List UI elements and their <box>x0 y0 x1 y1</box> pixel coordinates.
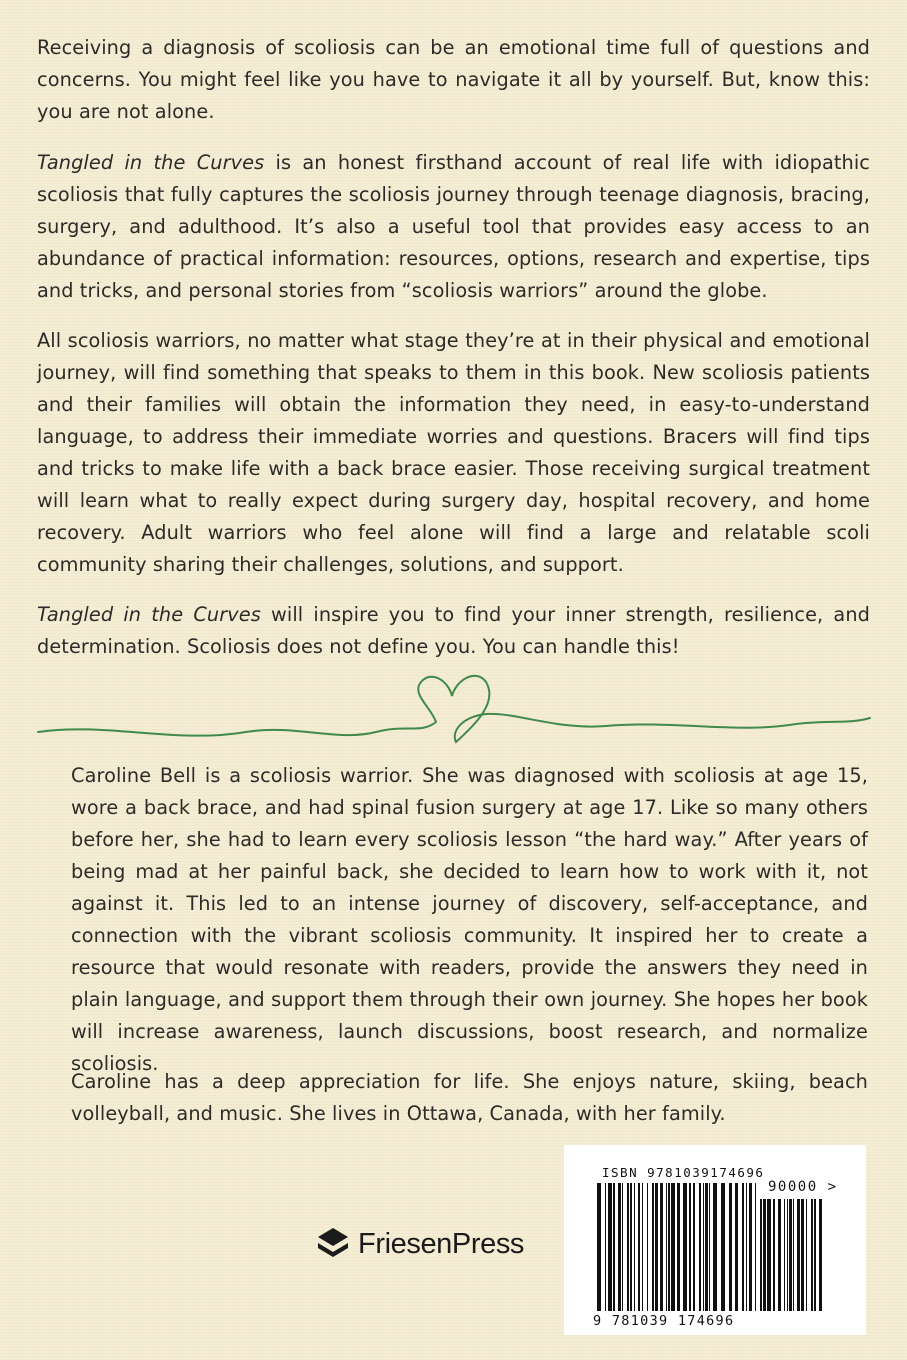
barcode-bar <box>801 1199 804 1311</box>
barcode-bar <box>763 1199 766 1311</box>
barcode-bar <box>773 1199 775 1311</box>
publisher-logo <box>316 1226 524 1262</box>
barcode-bar <box>655 1183 658 1311</box>
ean-barcode <box>597 1183 757 1311</box>
barcode-bar <box>627 1183 629 1311</box>
barcode-bar <box>797 1199 800 1311</box>
barcode-bar <box>729 1183 732 1311</box>
barcode-bar <box>703 1183 704 1311</box>
barcode-bar <box>634 1183 635 1311</box>
barcode-bar <box>647 1183 648 1311</box>
barcode-bar <box>666 1183 667 1311</box>
barcode-panel <box>564 1145 866 1335</box>
barcode-bar <box>597 1183 601 1311</box>
author-bio-paragraph-1: Caroline Bell is a scoliosis warrior. She was diagnosed with scoliosis at age 15, wore a back brace, and had spinal fusion surgery at age 17. Like so many others before her, she had to learn every scoliosis lesson “the hard way.” After years of being mad at her painful back, she decided to learn how to work with it, not against it. This led to an intense journey of discovery, self-acceptance, and connection with the vibrant scoliosis community. It inspired her to create a resource that would resonate with readers, provide the answers they need in plain language, and support them through their own journey. She hopes her book will increase awareness, launch discussions, boost research, and normalize scoliosis. <box>71 764 868 1075</box>
barcode-bar <box>705 1183 708 1311</box>
barcode-bar <box>735 1183 738 1311</box>
addon-barcode <box>760 1199 826 1311</box>
barcode-bar <box>613 1183 615 1311</box>
barcode-bar <box>793 1199 794 1311</box>
barcode-bar <box>789 1199 792 1311</box>
publisher-name: FriesenPress <box>358 1227 525 1260</box>
barcode-bar <box>819 1199 822 1311</box>
barcode-bar <box>605 1183 606 1311</box>
book-title: Tangled in the Curves <box>37 151 265 174</box>
ean-digits: 9 781039 174696 <box>593 1313 735 1329</box>
friesenpress-logo-icon <box>316 1226 350 1262</box>
barcode-bar <box>608 1183 612 1311</box>
barcode-bar <box>642 1183 643 1311</box>
blurb-paragraph-4 <box>37 599 870 663</box>
barcode-bar <box>713 1183 717 1311</box>
barcode-bar <box>778 1199 781 1311</box>
barcode-bar <box>755 1183 756 1311</box>
barcode-bar <box>630 1183 632 1311</box>
barcode-bar <box>668 1183 670 1311</box>
barcode-bar <box>677 1183 680 1311</box>
barcode-bar <box>746 1183 747 1311</box>
blurb-paragraph-2 <box>37 147 870 307</box>
barcode-bar <box>693 1183 695 1311</box>
barcode-bar <box>618 1183 621 1311</box>
heart-divider-icon <box>36 662 872 752</box>
barcode-bar <box>749 1183 752 1311</box>
barcode-bar <box>699 1183 701 1311</box>
blurb-paragraph-3: All scoliosis warriors, no matter what stage they’re at in their physical and emotional journey, will find something that speaks to them in this book. New scoliosis patients and their families will obtain the information they need, in easy-to-understand language, to address their immediate worries and questions. Bracers will find tips and tricks to make life with a back brace easier. Those receiving surgical treatment will learn what to really expect during surgery day, hospital recovery, and home recovery. Adult warriors who feel alone will find a large and relatable scoli community sharing their challenges, solutions, and support. <box>37 329 870 576</box>
barcode-bar <box>622 1183 623 1311</box>
blurb-paragraph-4-text: will inspire you to find your inner strength, resilience, and determination. Scoliosis does not define you. You can handle this! <box>37 603 870 658</box>
barcode-bar <box>683 1183 687 1311</box>
barcode-bar <box>742 1183 744 1311</box>
barcode-bar <box>767 1199 771 1311</box>
barcode-bar <box>660 1183 663 1311</box>
blurb-paragraph-2-text: is an honest firsthand account of real life with idiopathic scoliosis that fully captures the scoliosis journey through teenage diagnosis, bracing, surgery, and adulthood. It’s also a useful tool that provides easy access to an abundance of practical information: resources, options, research and expertise, tips and tricks, and personal stories from “scoliosis warriors” around the globe. <box>37 151 871 302</box>
barcode-bar <box>811 1199 813 1311</box>
barcode-bar <box>814 1199 816 1311</box>
barcode-bar <box>806 1199 807 1311</box>
barcode-bar <box>721 1183 725 1311</box>
book-title: Tangled in the Curves <box>37 603 261 626</box>
barcode-bar <box>638 1183 640 1311</box>
barcode-bar <box>760 1199 762 1311</box>
blurb-paragraph-1: Receiving a diagnosis of scoliosis can be an emotional time full of questions and concerns. You might feel like you have to navigate it all by yourself. But, know this: you are not alone. <box>37 36 870 123</box>
barcode-bar <box>671 1183 675 1311</box>
barcode-bar <box>652 1183 654 1311</box>
barcode-bar <box>787 1199 788 1311</box>
isbn-label: ISBN 9781039174696 <box>602 1165 765 1180</box>
barcode-bar <box>689 1183 691 1311</box>
author-bio-paragraph-2: Caroline has a deep appreciation for life. She enjoys nature, skiing, beach volleyball, and music. She lives in Ottawa, Canada, with her family. <box>71 1070 868 1125</box>
barcode-bar <box>709 1183 710 1311</box>
barcode-bar <box>784 1199 785 1311</box>
price-code: 90000 > <box>768 1179 838 1195</box>
